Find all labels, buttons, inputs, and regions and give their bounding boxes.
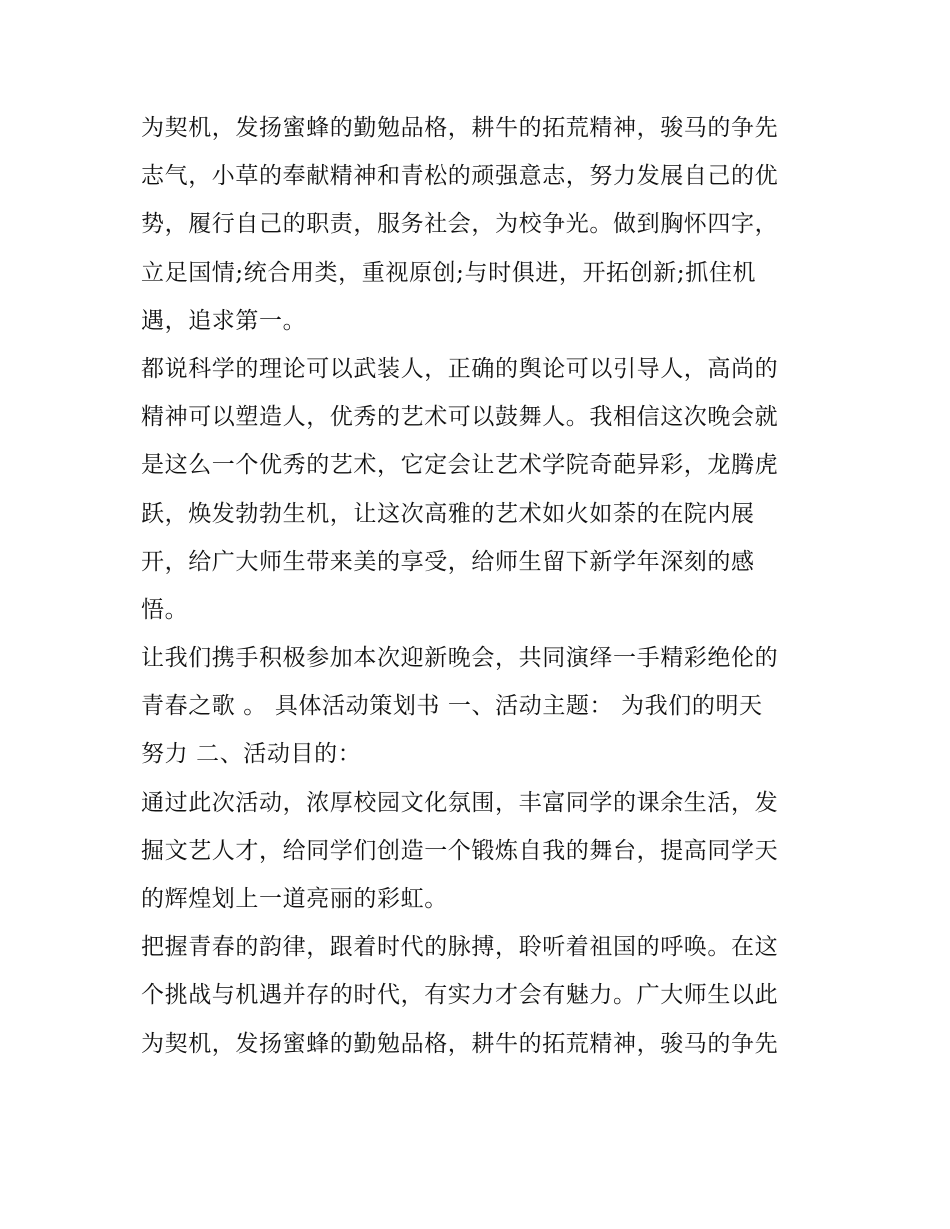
text-line: 个挑战与机遇并存的时代，有实力才会有魅力。广大师生以此 — [141, 982, 779, 1009]
text-line: 的辉煌划上一道亮丽的彩虹。 — [141, 886, 448, 912]
text-line: 遇，追求第一。 — [141, 307, 307, 334]
text-line: 为契机，发扬蜜蜂的勤勉品格，耕牛的拓荒精神，骏马的争先 — [141, 1030, 779, 1057]
text-line: 开，给广大师生带来美的享受，给师生留下新学年深刻的感 — [141, 548, 755, 575]
text-line: 都说科学的理论可以武装人，正确的舆论可以引导人，高尚的 — [141, 355, 779, 382]
text-line: 把握青春的韵律，跟着时代的脉搏，聆听着祖国的呼唤。在这 — [141, 934, 779, 961]
text-line: 青春之歌 。 具体活动策划书 一、活动主题： 为我们的明天 — [141, 693, 763, 720]
text-line: 掘文艺人才，给同学们创造一个锻炼自我的舞台，提高同学天 — [141, 837, 779, 864]
text-line: 精神可以塑造人，优秀的艺术可以鼓舞人。我相信这次晚会就 — [141, 404, 779, 431]
text-line: 立足国情;统合用类，重视原创;与时俱进，开拓创新;抓住机 — [141, 259, 757, 286]
text-line: 努力 二、活动目的： — [141, 741, 362, 768]
text-line: 让我们携手积极参加本次迎新晚会，共同演绎一手精彩绝伦的 — [141, 645, 779, 672]
text-line: 悟。 — [141, 596, 189, 623]
text-line: 跃，焕发勃勃生机，让这次高雅的艺术如火如荼的在院内展 — [141, 500, 755, 527]
text-line: 为契机，发扬蜜蜂的勤勉品格，耕牛的拓荒精神，骏马的争先 — [141, 115, 779, 141]
text-line: 志气，小草的奉献精神和青松的顽强意志，努力发展自己的优 — [141, 163, 779, 190]
text-line: 通过此次活动，浓厚校园文化氛围，丰富同学的课余生活，发 — [141, 789, 779, 816]
text-line: 势，履行自己的职责，服务社会，为校争光。做到胸怀四字， — [141, 211, 779, 238]
text-line: 是这么一个优秀的艺术，它定会让艺术学院奇葩异彩，龙腾虎 — [141, 452, 779, 479]
document-text-body — [141, 104, 821, 1068]
